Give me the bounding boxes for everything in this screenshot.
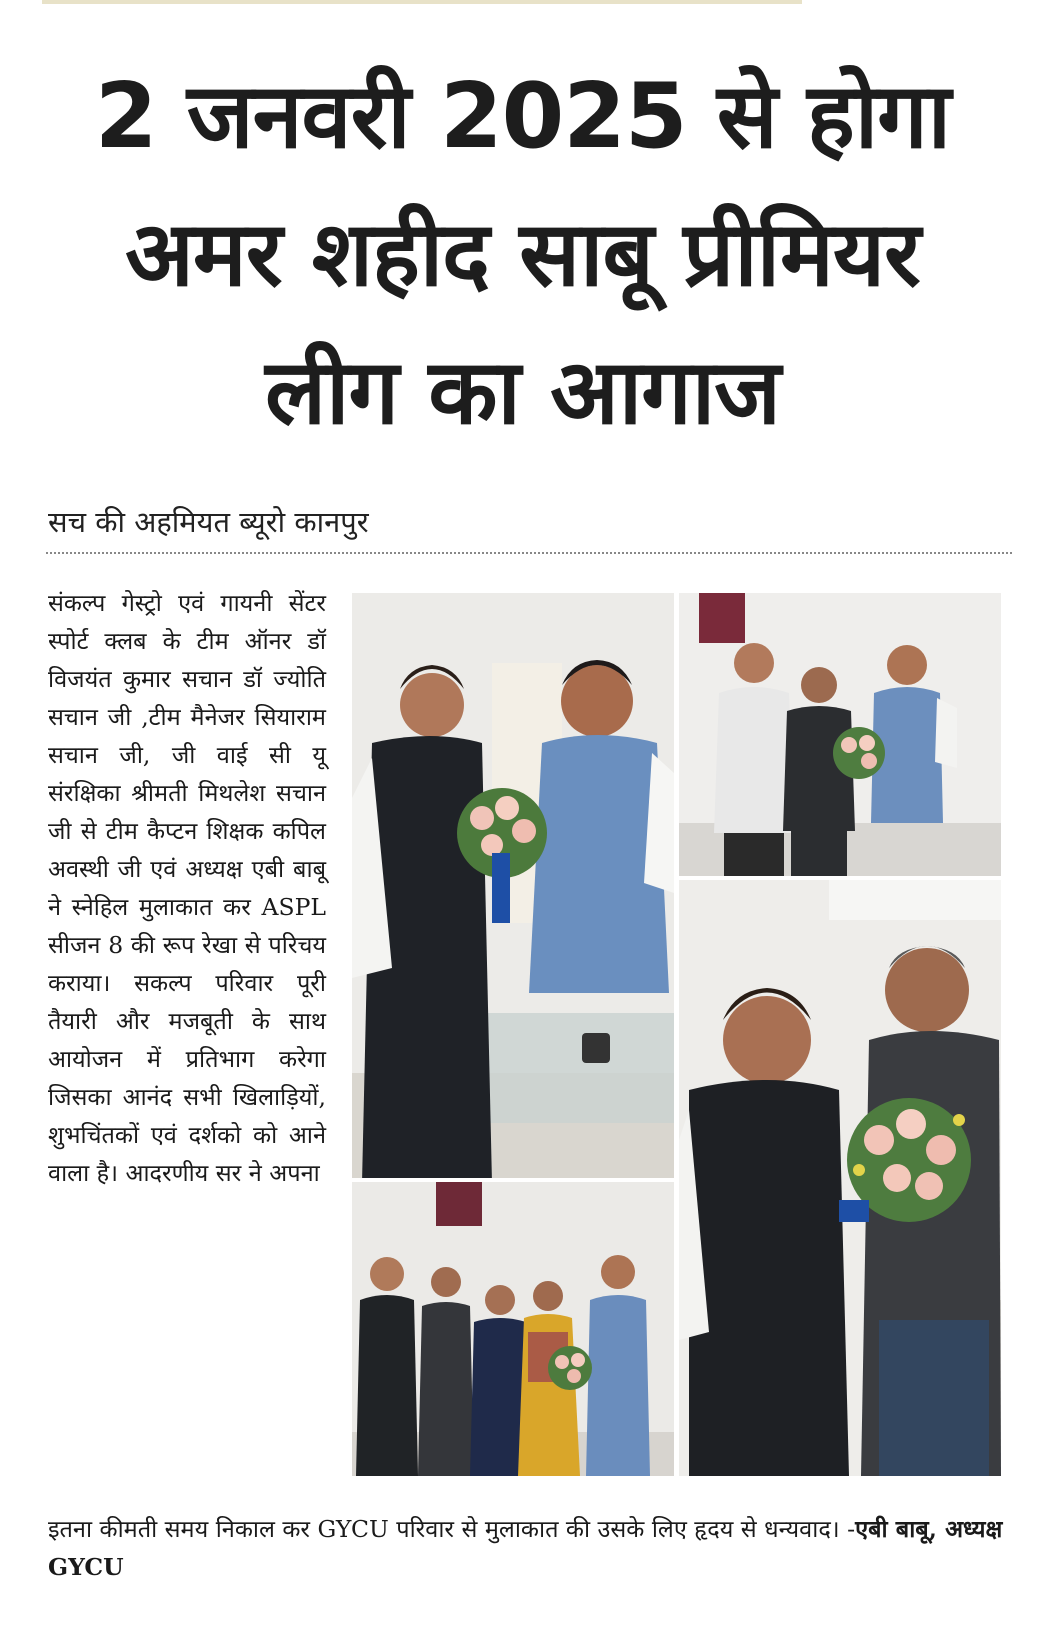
byline: सच की अहमियत ब्यूरो कानपुर xyxy=(48,505,369,539)
article-column-text: संकल्प गेस्ट्रो एवं गायनी सेंटर स्पोर्ट क्लब के टीम ऑनर डॉ विजयंत कुमार सचान डॉ ज्योति सचान जी ,टीम मैनेजर सियाराम सचान जी, जी वाई सी यू संरक्षिका श्रीमती मिथलेश सचान जी से टीम कैप्टन शिक्षक कपिल अवस्थी जी एवं अध्यक्ष एबी बाबू ने स्नेहिल मुलाकात कर ASPL सीजन 8 की रूप रेखा से परिचय कराया। सकल्प परिवार पूरी तैयारी और मजबूती के साथ आयोजन में प्रतिभाग करेगा जिसका आनंद सभी खिलाड़ियों, शुभचिंतकों एवं दर्शको को आने वाला है। आदरणीय सर ने अपना xyxy=(48,589,326,1187)
article-full-width-text xyxy=(48,1510,1014,1586)
photo-bouquet-two-men xyxy=(352,593,674,1178)
headline-line-3: लीग का आगाज xyxy=(265,340,780,445)
headline-line-2: अमर शहीद साबू प्रीमियर xyxy=(125,202,920,307)
top-rule xyxy=(42,0,802,4)
photo-group-five-people xyxy=(352,1182,674,1476)
photo-three-men-bouquet xyxy=(679,593,1001,876)
dotted-divider xyxy=(46,552,1012,554)
article-signature: एबी बाबू, अध्यक्ष GYCU xyxy=(48,1515,1003,1581)
headline-line-1: 2 जनवरी 2025 से होगा xyxy=(94,64,951,169)
photo-two-men-flowers xyxy=(679,880,1001,1476)
headline xyxy=(30,48,1015,462)
article-closing-text: इतना कीमती समय निकाल कर GYCU परिवार से मुलाकात की उसके लिए हृदय से धन्यवाद। - xyxy=(48,1515,856,1543)
